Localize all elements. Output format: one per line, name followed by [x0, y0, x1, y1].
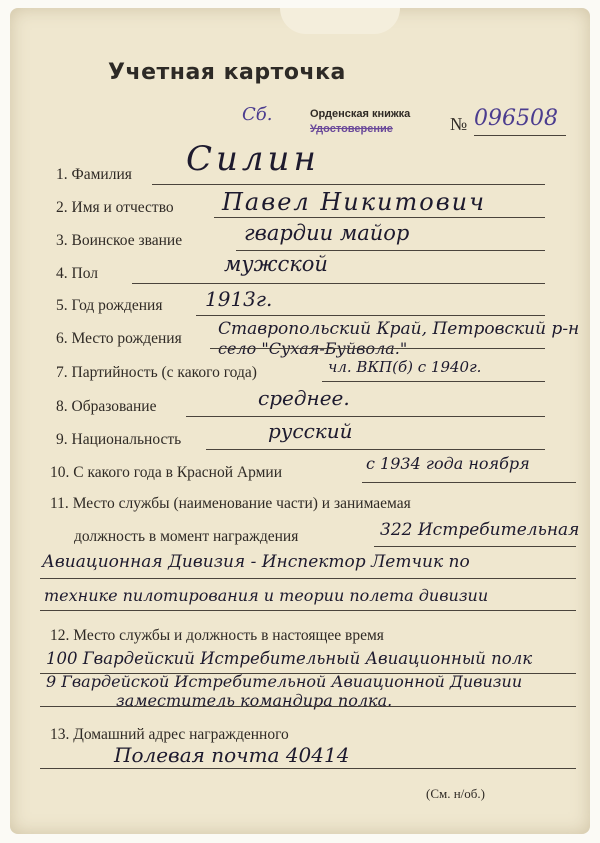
field-label-army-since: 10. С какого года в Красной Армии [50, 464, 283, 481]
field-line-service-at-award [374, 546, 576, 547]
field-line-education [186, 416, 545, 417]
field-line-party [322, 381, 545, 382]
field-value-home-address: Полевая почта 40414 [114, 743, 350, 767]
field-label-party: 7. Партийность (с какого года) [56, 364, 257, 381]
stamp-prefix: Сб. [242, 104, 273, 125]
field-label-service-at-award: 11. Место службы (наименование части) и занимаемая [50, 495, 411, 512]
field-line-rank [236, 250, 545, 251]
field-line-current-service-2 [40, 706, 576, 707]
struck-certificate-label: Удостоверение [310, 123, 393, 135]
field-value-education: среднее. [258, 386, 350, 410]
award-record-card [10, 8, 590, 834]
card-title: Учетная карточка [108, 60, 346, 85]
field-value-service-at-award: 322 Истребительная [380, 520, 580, 540]
field-line-birth-year [196, 315, 545, 316]
number-sign: № [450, 114, 468, 134]
field-line-nationality [206, 449, 545, 450]
footer-note: (См. н/об.) [426, 786, 485, 801]
field-line-service-at-award-3 [40, 610, 576, 611]
field-line-name [214, 217, 545, 218]
field-value-current-service-line2: 9 Гвардейской Истребительной Авиационной Дивизии [46, 672, 523, 691]
field-value-surname: Силин [186, 139, 320, 179]
field-line-sex [132, 283, 545, 284]
field-label-nationality: 9. Национальность [56, 431, 182, 448]
field-label-current-service: 12. Место службы и должность в настоящее время [50, 627, 384, 644]
field-label-sex: 4. Пол [56, 265, 98, 282]
field-line-surname [152, 184, 545, 185]
field-label-birthplace: 6. Место рождения [56, 330, 182, 347]
field-value-current-service-line3: заместитель командира полка. [116, 691, 393, 710]
card-fold-notch [280, 8, 400, 34]
field-label-name: 2. Имя и отчество [56, 199, 174, 216]
field-value-sex: мужской [224, 252, 328, 276]
field-label-education: 8. Образование [56, 398, 157, 415]
field-value-birthplace-line2: село "Сухая-Буйвола." [218, 339, 408, 358]
field-value-army-since: с 1934 года ноября [366, 454, 530, 473]
field-line-birthplace [210, 348, 545, 349]
field-value-service-at-award-line3: технике пилотирования и теории полета дивизии [44, 586, 489, 605]
field-value-service-at-award-line2: Авиационная Дивизия - Инспектор Летчик по [42, 552, 470, 572]
field-label-home-address: 13. Домашний адрес награжденного [50, 726, 289, 743]
field-value-current-service: 100 Гвардейский Истребительный Авиационный полк [46, 649, 533, 668]
field-label-service-at-award-line2: должность в момент награждения [74, 528, 299, 545]
book-number: 096508 [474, 106, 558, 131]
field-value-party: чл. ВКП(б) с 1940г. [328, 358, 482, 376]
field-line-home-address [40, 768, 576, 769]
field-value-birthplace: Ставропольский Край, Петровский р-н [218, 319, 580, 339]
order-book-label: Орденская книжка [310, 108, 411, 120]
field-label-surname: 1. Фамилия [56, 166, 132, 183]
field-line-service-at-award-2 [40, 578, 576, 579]
field-label-rank: 3. Воинское звание [56, 232, 183, 249]
number-underline [474, 135, 566, 136]
field-label-birth-year: 5. Год рождения [56, 297, 163, 314]
field-value-rank: гвардии майор [244, 221, 410, 245]
field-value-birth-year: 1913г. [205, 287, 273, 311]
field-value-name: Павел Никитович [222, 188, 487, 216]
field-line-army-since [362, 482, 576, 483]
field-value-nationality: русский [268, 419, 353, 443]
